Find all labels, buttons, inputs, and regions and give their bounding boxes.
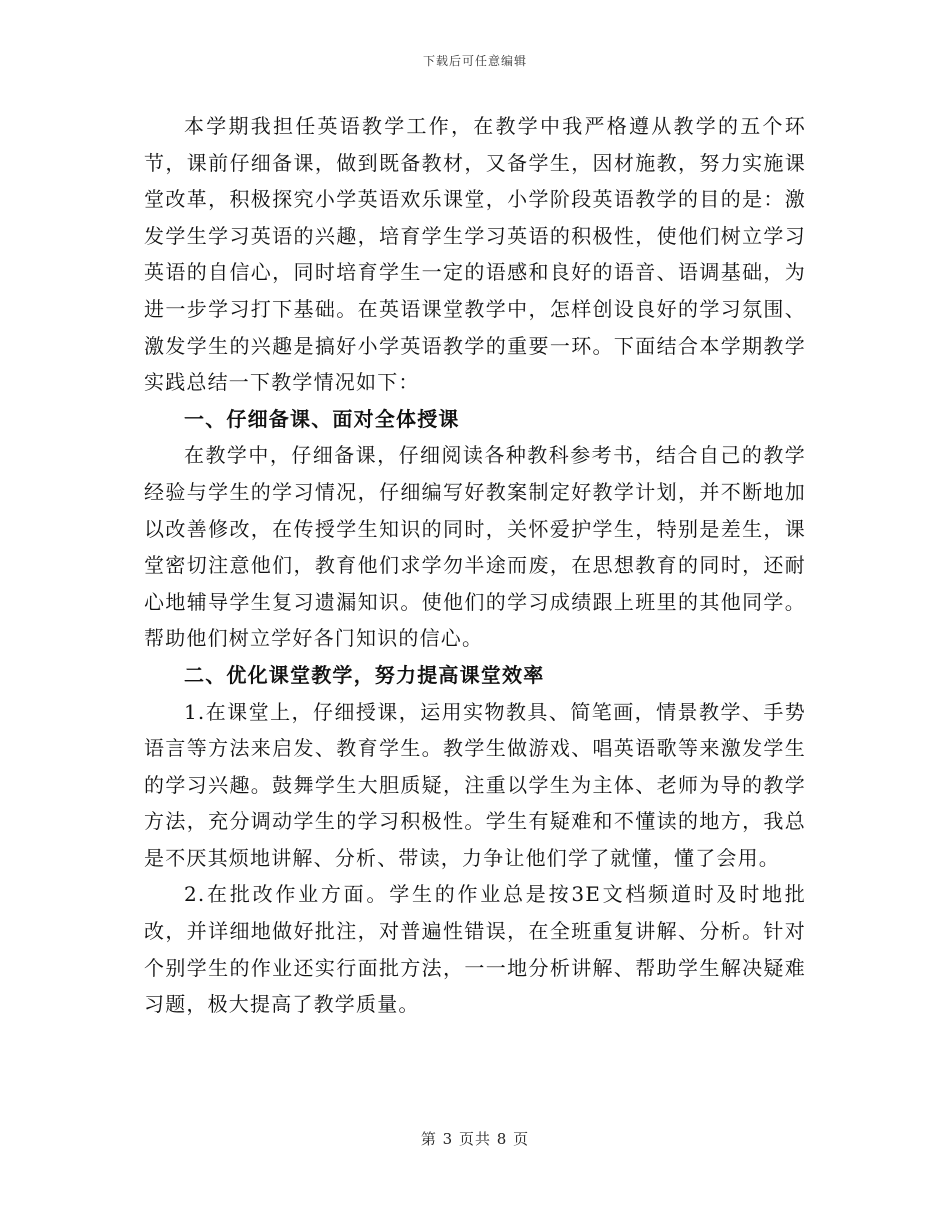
section-heading-1: 一、仔细备课、面对全体授课	[184, 406, 460, 431]
page-footer: 第 3 页共 8 页	[420, 1130, 530, 1148]
paragraph-lesson-prep: 在教学中，仔细备课，仔细阅读各种教科参考书，结合自己的教学经验与学生的学习情况，仔细编写好教案制定好教学计划，并不断地加以改善修改，在传授学生知识的同时，关怀爱护学生，特别是差生，课堂密切注意他们，教育他们求学勿半途而废，在思想教育的同时，还耐心地辅导学生复习遗漏知识。使他们的学习成绩跟上班里的其他同学。帮助他们树立学好各门知识的信心。	[144, 443, 806, 651]
paragraph-intro: 本学期我担任英语教学工作，在教学中我严格遵从教学的五个环节，课前仔细备课，做到既备教材，又备学生，因材施教，努力实施课堂改革，积极探究小学英语欢乐课堂，小学阶段英语教学的目的是：激发学生学习英语的兴趣，培育学生学习英语的积极性，使他们树立学习英语的自信心，同时培育学生一定的语感和良好的语音、语调基础，为进一步学习打下基础。在英语课堂教学中，怎样创设良好的学习氛围、激发学生的兴趣是搞好小学英语教学的重要一环。下面结合本学期教学实践总结一下教学情况如下：	[144, 114, 806, 395]
section-heading-2: 二、优化课堂教学，努力提高课堂效率	[184, 662, 545, 687]
document-body	[144, 108, 806, 1023]
paragraph-classroom: 1.在课堂上，仔细授课，运用实物教具、简笔画，情景教学、手势语言等方法来启发、教育学生。教学生做游戏、唱英语歌等来激发学生的学习兴趣。鼓舞学生大胆质疑，注重以学生为主体、老师为导的教学方法，充分调动学生的学习积极性。学生有疑难和不懂读的地方，我总是不厌其烦地讲解、分析、带读，力争让他们学了就懂，懂了会用。	[144, 699, 806, 870]
page-header: 下载后可任意编辑	[422, 54, 527, 68]
paragraph-homework: 2.在批改作业方面。学生的作业总是按3E文档频道时及时地批改，并详细地做好批注，对普遍性错误，在全班重复讲解、分析。针对个别学生的作业还实行面批方法，一一地分析讲解、帮助学生解决疑难习题，极大提高了教学质量。	[144, 882, 806, 1017]
